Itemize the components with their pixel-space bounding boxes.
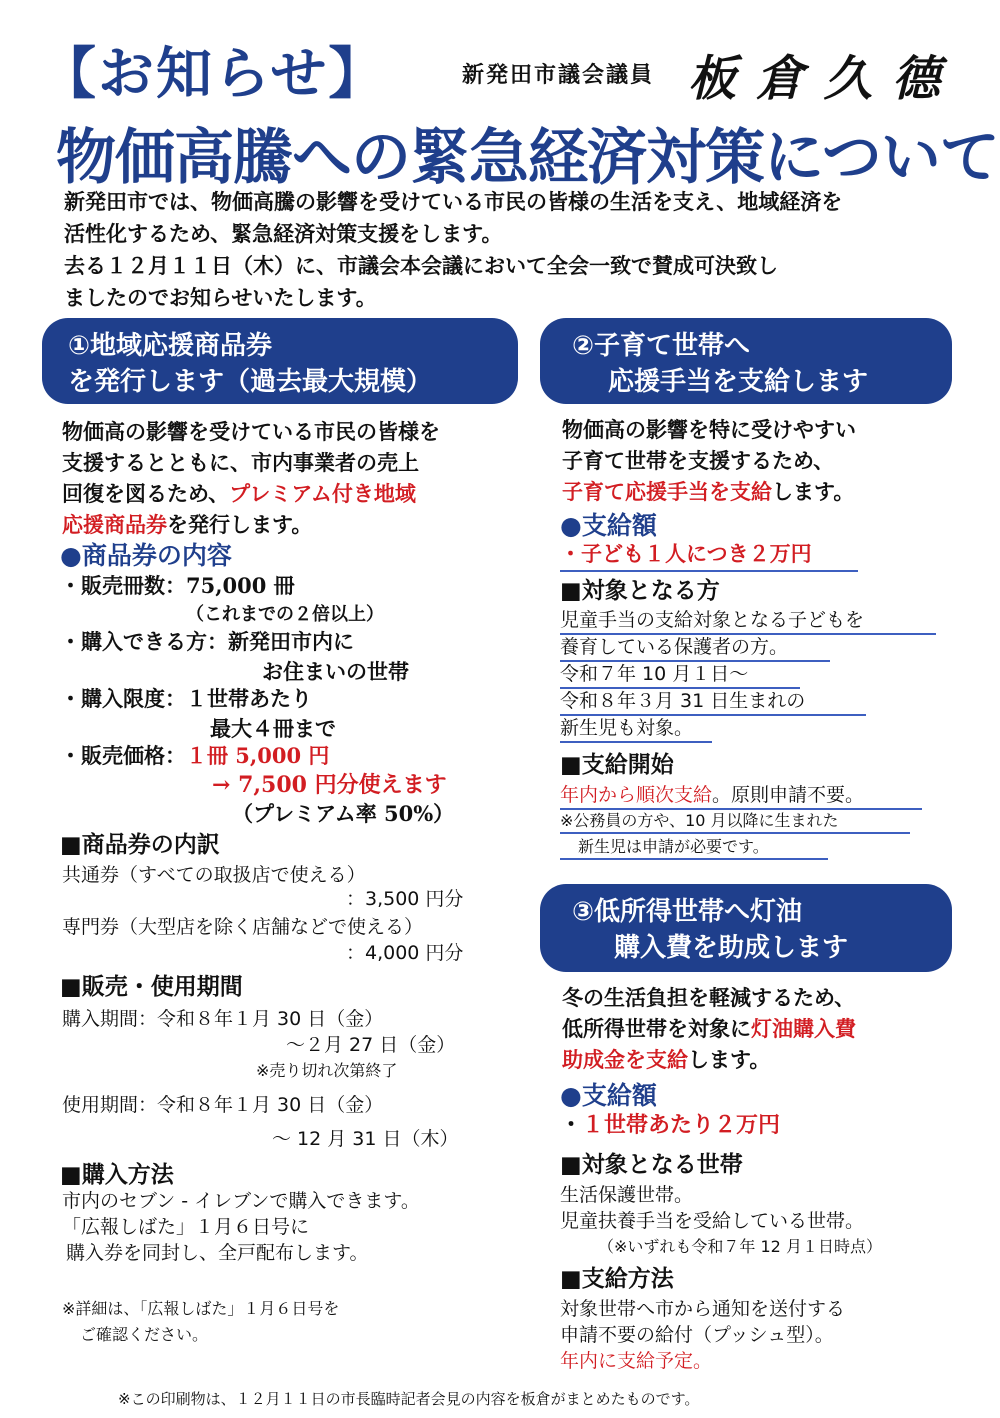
section2-desc-line: [562, 476, 854, 507]
section1-title-line2: を発行します（過去最大規模）: [68, 367, 433, 397]
section3-target-line: 生活保護世帯。: [560, 1184, 694, 1206]
section3-target-line: 児童扶養手当を受給している世帯。: [560, 1210, 865, 1232]
price-label: ・販売価格：: [60, 743, 186, 768]
breakdown-heading: ■商品券の内訳: [60, 831, 220, 858]
section3-title-line2: 購入費を助成します: [614, 933, 849, 963]
desc-text: 低所得世帯を対象に: [562, 1016, 751, 1041]
section3-target-note: （※いずれも令和７年 12 月１日時点）: [598, 1237, 882, 1256]
limit-row: [60, 683, 312, 714]
method-heading: ■購入方法: [60, 1161, 174, 1188]
limit-label: ・購入限度：: [60, 686, 186, 711]
amount-bullet: ・: [560, 1112, 583, 1138]
section3-desc-line: [562, 1044, 770, 1075]
purchase-period: 購入期間：令和８年１月 30 日（金）: [62, 1008, 384, 1030]
author-role: 新発田市議会議員: [462, 62, 655, 88]
price-row: [60, 740, 329, 771]
section3-banner: [540, 884, 952, 972]
intro-line: 活性化するため、緊急経済対策支援をします。: [64, 221, 503, 246]
buyer-value-2: お住まいの世帯: [262, 659, 409, 684]
common-voucher-label: 共通券（すべての取扱店で使える）: [62, 864, 366, 886]
special-voucher-label: 専門券（大型店を除く店舗などで使える）: [62, 916, 424, 938]
desc-highlight: 子育て応援手当を支給: [562, 479, 772, 504]
sales-count-row: [60, 570, 295, 601]
section2-desc-line: 物価高の影響を特に受けやすい: [562, 417, 856, 442]
method-line: 購入券を同封し、全戸配布します。: [66, 1242, 369, 1264]
section3-amount-value: １世帯あたり２万円: [582, 1112, 781, 1138]
section2-start-note: ※公務員の方や、10 月以降に生まれた: [560, 808, 910, 834]
section3-desc-line: 冬の生活負担を軽減するため、: [562, 985, 856, 1010]
desc-highlight: プレミアム付き地域: [229, 481, 416, 506]
detail-note: ※詳細は、「広報しばた」１月６日号を: [62, 1299, 340, 1318]
method-line: 「広報しばた」１月６日号に: [62, 1216, 310, 1238]
section2-desc-line: 子育て世帯を支援するため、: [562, 448, 835, 473]
desc-highlight: 灯油購入費: [751, 1016, 856, 1041]
special-voucher-value: ：4,000 円分: [346, 942, 464, 964]
section3-method-line: 年内に支給予定。: [560, 1350, 713, 1372]
desc-text: を発行します。: [167, 512, 313, 537]
section3-target-heading: ■対象となる世帯: [560, 1151, 743, 1178]
section1-title-line1: ①地域応援商品券: [68, 331, 273, 361]
section1-banner: [42, 318, 518, 404]
section2-target-heading: ■対象となる方: [560, 577, 720, 604]
section2-start-note: 新生児は申請が必要です。: [560, 834, 828, 860]
desc-text: 回復を図るため、: [62, 481, 230, 506]
desc-text: します。: [688, 1047, 771, 1072]
section1-desc-line: 物価高の影響を受けている市民の皆様を: [62, 419, 440, 444]
section1-desc-line: 支援するとともに、市内事業者の売上: [62, 450, 419, 475]
section2-target-line: 令和７年 10 月１日～: [560, 659, 800, 689]
price-value: １冊 5,000 円: [186, 743, 330, 768]
section3-method-line: 対象世帯へ市から通知を送付する: [560, 1298, 846, 1320]
section2-amount-value: ・子ども１人につき２万円: [560, 538, 858, 572]
limit-value: １世帯あたり: [186, 686, 312, 711]
footer-note: ※この印刷物は、１２月１１日の市長臨時記者会見の内容を板倉がまとめたものです。: [118, 1390, 700, 1408]
soldout-note: ※売り切れ次第終了: [256, 1061, 398, 1080]
section2-target-line: 新生児も対象。: [560, 713, 712, 743]
detail-note: ご確認ください。: [80, 1325, 209, 1344]
notice-heading: 【お知らせ】: [40, 42, 387, 107]
section2-title-line2: 応援手当を支給します: [608, 367, 869, 397]
desc-highlight: 助成金を支給: [562, 1047, 688, 1072]
premium-rate: （プレミアム率 50%）: [232, 801, 455, 826]
start-highlight: 年内から順次支給: [560, 784, 713, 806]
desc-highlight: 応援商品券: [62, 512, 167, 537]
limit-value-2: 最大４冊まで: [210, 716, 336, 741]
section2-start-heading: ■支給開始: [560, 751, 674, 778]
intro-text: [64, 186, 944, 314]
section2-title-line1: ②子育て世帯へ: [572, 331, 751, 361]
intro-line: 去る１２月１１日（木）に、市議会本会議において全会一致で賛成可決致し: [64, 253, 778, 278]
intro-line: 新発田市では、物価高騰の影響を受けている市民の皆様の生活を支え、地域経済を: [64, 189, 843, 214]
page-title: 物価高騰への緊急経済対策について: [56, 123, 999, 193]
intro-line: ましたのでお知らせいたします。: [64, 285, 377, 310]
section3-amount-row: [560, 1110, 780, 1141]
section2-amount-heading: ●支給額: [560, 511, 657, 540]
section2-target-line: 児童手当の支給対象となる子どもを: [560, 605, 936, 635]
section2-target-line: 養育している保護者の方。: [560, 632, 830, 662]
author-name: 板倉久德: [688, 51, 961, 107]
period-heading: ■販売・使用期間: [60, 973, 243, 1000]
sales-count-value: 75,000 冊: [186, 573, 295, 598]
section3-amount-heading: ●支給額: [560, 1081, 657, 1110]
buyer-value: 新発田市内に: [228, 629, 354, 654]
contents-heading: ●商品券の内容: [60, 541, 232, 570]
use-period: 使用期間：令和８年１月 30 日（金）: [62, 1094, 384, 1116]
section1-desc-line: [62, 478, 416, 509]
section3-method-line: 申請不要の給付（プッシュ型）。: [560, 1324, 834, 1346]
start-text: 。原則申請不要。: [712, 784, 865, 806]
use-period-end: ～ 12 月 31 日（木）: [272, 1128, 459, 1150]
purchase-period-end: ～２月 27 日（金）: [286, 1034, 456, 1056]
section2-start-value: [560, 780, 922, 810]
common-voucher-value: ：3,500 円分: [346, 888, 464, 910]
section3-title-line1: ③低所得世帯へ灯油: [572, 897, 803, 927]
desc-text: します。: [772, 479, 855, 504]
section3-desc-line: [562, 1013, 856, 1044]
price-use: → 7,500 円分使えます: [212, 772, 447, 798]
buyer-label: ・購入できる方：: [60, 629, 228, 654]
sales-count-note: （これまでの２倍以上）: [186, 604, 384, 625]
method-line: 市内のセブン - イレブンで購入できます。: [62, 1190, 420, 1212]
section3-method-heading: ■支給方法: [560, 1265, 674, 1292]
buyer-row: [60, 626, 354, 657]
section2-target-line: 令和８年３月 31 日生まれの: [560, 686, 866, 716]
section2-banner: [540, 318, 952, 404]
sales-count-label: ・販売冊数：: [60, 573, 186, 598]
